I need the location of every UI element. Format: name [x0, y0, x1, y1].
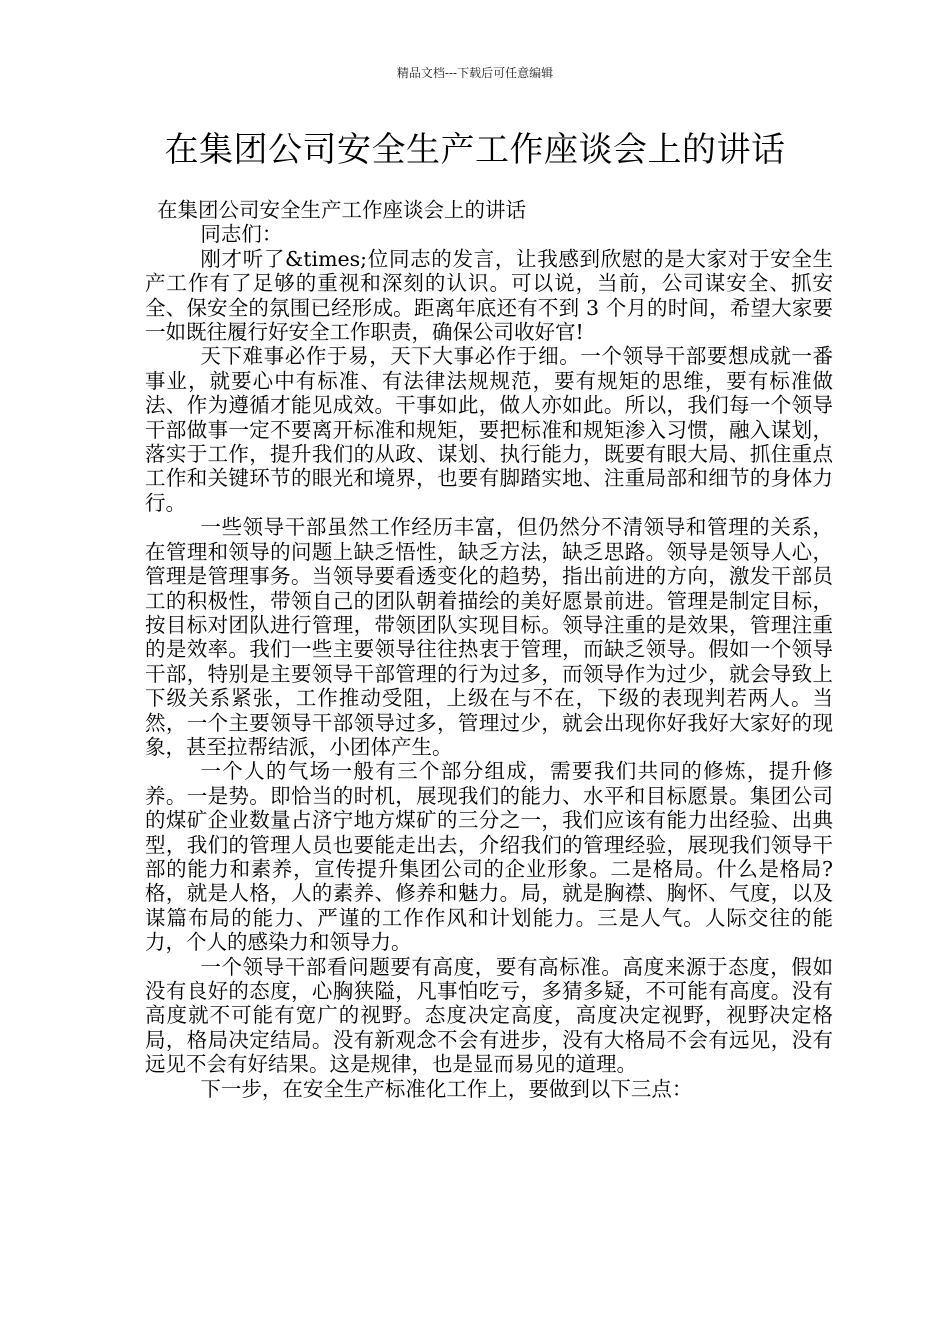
paragraph-2: 天下难事必作于易，天下大事必作于细。一个领导干部要想成就一番事业，就要心中有标准、有法律法规规范，要有规矩的思维，要有标准做法、作为遵循才能见成效。干事如此，做人亦如此。所以，我们每一个领导干部做事一定不要离开标准和规矩，要把标准和规矩渗入习惯，融入谋划，落实于工作，提升我们的从政、谋划、执行能力，既要有眼大局、抓住重点工作和关键环节的眼光和境界，也要有脚踏实地、注重局部和细节的身体力行。 — [145, 344, 833, 515]
document-subtitle: 在集团公司安全生产工作座谈会上的讲话 — [157, 198, 526, 222]
document-title: 在集团公司安全生产工作座谈会上的讲话 — [164, 130, 786, 170]
salutation: 同志们： — [200, 222, 283, 247]
page-header: 精品文档---下载后可任意编辑 — [396, 66, 554, 80]
paragraph-4: 一个人的气场一般有三个部分组成，需要我们共同的修炼，提升修养。一是势。即恰当的时机，展现我们的能力、水平和目标愿景。集团公司的煤矿企业数量占济宁地方煤矿的三分之一，我们应该有能力出经验、出典型，我们的管理人员也要能走出去，介绍我们的管理经验，展现我们领导干部的能力和素养，宣传提升集团公司的企业形象。二是格局。什么是格局?格，就是人格，人的素养、修养和魅力。局，就是胸襟、胸怀、气度，以及谋篇布局的能力、严谨的工作作风和计划能力。三是人气。人际交往的能力，个人的感染力和领导力。 — [145, 759, 833, 955]
paragraph-5: 一个领导干部看问题要有高度，要有高标准。高度来源于态度，假如没有良好的态度，心胸狭隘，凡事怕吃亏，多猜多疑，不可能有高度。没有高度就不可能有宽广的视野。态度决定高度，高度决定视野，视野决定格局，格局决定结局。没有新观念不会有进步，没有大格局不会有远见，没有远见不会有好结果。这是规律，也是显而易见的道理。 — [145, 954, 833, 1077]
paragraph-1: 刚才听了&times;位同志的发言，让我感到欣慰的是大家对于安全生产工作有了足够的重视和深刻的认识。可以说，当前，公司谋安全、抓安全、保安全的氛围已经形成。距离年底还有不到 3 个月的时间，希望大家要一如既往履行好安全工作职责，确保公司收好官! — [145, 246, 833, 345]
paragraph-3: 一些领导干部虽然工作经历丰富，但仍然分不清领导和管理的关系，在管理和领导的问题上缺乏悟性，缺乏方法，缺乏思路。领导是领导人心，管理是管理事务。当领导要看透变化的趋势，指出前进的方向，激发干部员工的积极性，带领自己的团队朝着描绘的美好愿景前进。管理是制定目标，按目标对团队进行管理，带领团队实现目标。领导注重的是效果，管理注重的是效率。我们一些主要领导往往热衷于管理，而缺乏领导。假如一个领导干部，特别是主要领导干部管理的行为过多，而领导作为过少，就会导致上下级关系紧张，工作推动受阻，上级在与不在，下级的表现判若两人。当然，一个主要领导干部领导过多，管理过少，就会出现你好我好大家好的现象，甚至拉帮结派，小团体产生。 — [145, 515, 833, 759]
document-body — [145, 198, 833, 1101]
paragraph-6: 下一步，在安全生产标准化工作上，要做到以下三点： — [200, 1076, 693, 1101]
